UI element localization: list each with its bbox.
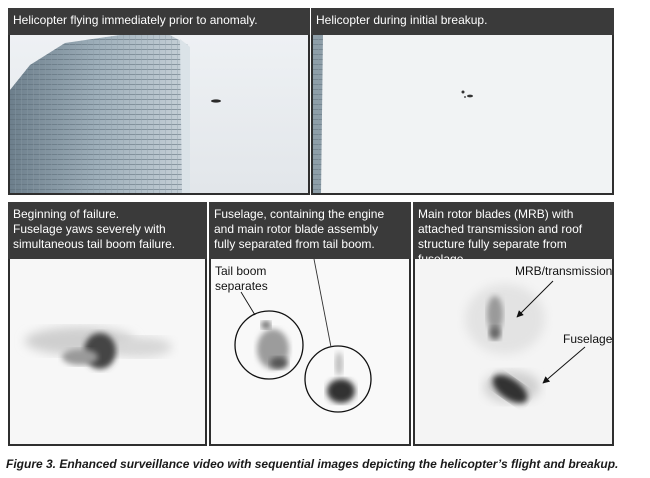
helicopter-mark xyxy=(211,99,221,102)
panel-caption: Helicopter during initial breakup. xyxy=(311,8,614,35)
panel-caption: Main rotor blades (MRB) with attached transmission and roof structure fully separate from xyxy=(413,202,614,259)
callout-tail-boom: Tail boom xyxy=(215,264,267,278)
panel-caption: Beginning of failure. Fuselage yaws severely with simultaneous tail boom failure. xyxy=(8,202,207,259)
panel-pre-anomaly xyxy=(8,8,310,195)
panel-image-failure xyxy=(10,259,205,444)
panel-caption: Fuselage, containing the engine and main rotor blade assembly fully separated from tail boom. xyxy=(209,202,411,259)
figure-caption: Figure 3. Enhanced surveillance video with sequential images depicting the helicopter’s flight and breakup. xyxy=(6,457,619,471)
panel-image-rotor-separated xyxy=(415,259,612,444)
callout-mrb-transmission: MRB/transmission xyxy=(515,264,612,278)
callout-fuselage: Fuselage xyxy=(563,332,612,346)
panel-initial-breakup xyxy=(311,8,614,195)
panel-beginning-of-failure xyxy=(8,202,207,446)
panel-image-breakup xyxy=(313,35,612,193)
panel-fuselage-separated xyxy=(209,202,411,446)
callout-tail-boom-line2: separates xyxy=(215,279,268,293)
panel-image-fuselage-separated xyxy=(211,259,409,444)
panel-rotor-separated xyxy=(413,202,614,446)
panel-caption: Helicopter flying immediately prior to anomaly. xyxy=(8,8,310,35)
panel-image-building xyxy=(10,35,308,193)
